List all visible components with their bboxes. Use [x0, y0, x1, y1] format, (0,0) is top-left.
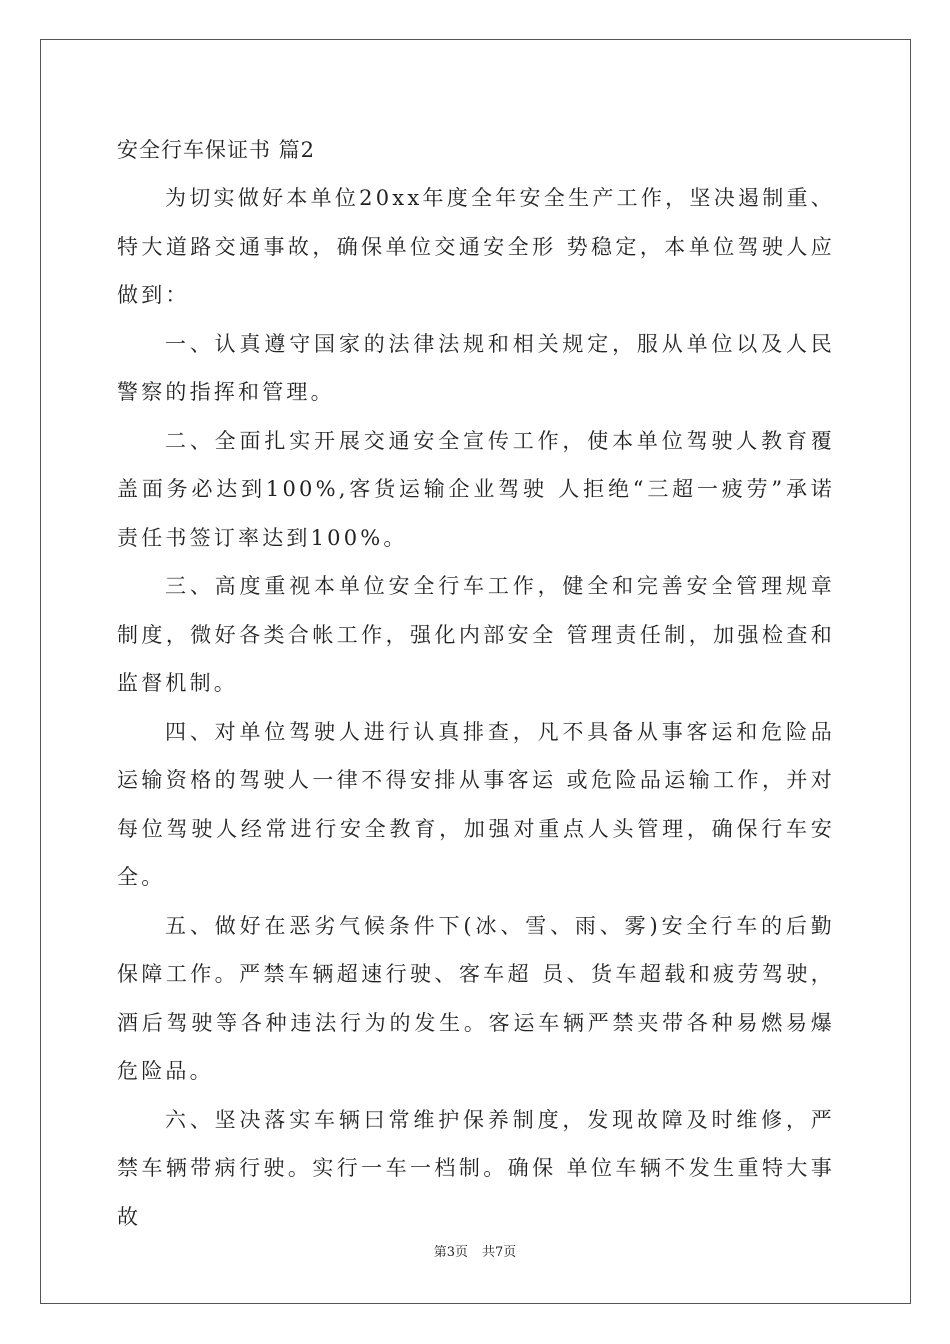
document-title: 安全行车保证书 篇2: [117, 138, 316, 162]
paragraph-item-6: 六、坚决落实车辆曰常维护保养制度，发现故障及时维修，严禁车辆带病行驶。实行一车一档制。确保 单位车辆不发生重特大事故: [117, 1107, 835, 1229]
page-number-total: 共7页: [482, 1245, 517, 1260]
page-number-current: 第3页: [433, 1245, 468, 1260]
paragraph-item-3: 三、高度重视本单位安全行车工作，健全和完善安全管理规章制度，微好各类合帐工作，强化内部安全 管理责任制，加强检查和监督机制。: [117, 574, 835, 695]
paragraph-item-1: 一、认真遵守国家的法律法规和相关规定，服从单位以及人民警察的指挥和管理。: [117, 331, 835, 404]
paragraph-item-2: 二、全面扎实开展交通安全宣传工作，使本单位驾驶人教育覆盖面务必达到100%,客货运输企业驾驶 人拒绝“三超一疲劳”承诺责任书签订率达到100%。: [117, 428, 835, 550]
paragraph-item-4: 四、对单位驾驶人进行认真排查，凡不具备从事客运和危险品运输资格的驾驶人一律不得安排从事客运 或危险品运输工作，并对每位驾驶人经常进行安全教育，加强对重点人头管理，确保行车安全。: [117, 719, 835, 889]
document-body: [117, 126, 835, 1241]
paragraph-item-5: 五、做好在恶劣气候条件下(冰、雪、雨、雾)安全行车的后勤保障工作。严禁车辆超速行驶、客车超 员、货车超载和疲劳驾驶，酒后驾驶等各种违法行为的发生。客运车辆严禁夹带各种易燃易爆危险品。: [117, 913, 835, 1083]
paragraph-intro: 为切实做好本单位20xx年度全年安全生产工作，坚决遏制重、特大道路交通事故，确保单位交通安全形 势稳定，本单位驾驶人应做到：: [117, 186, 835, 307]
page-footer: [0, 1245, 950, 1261]
